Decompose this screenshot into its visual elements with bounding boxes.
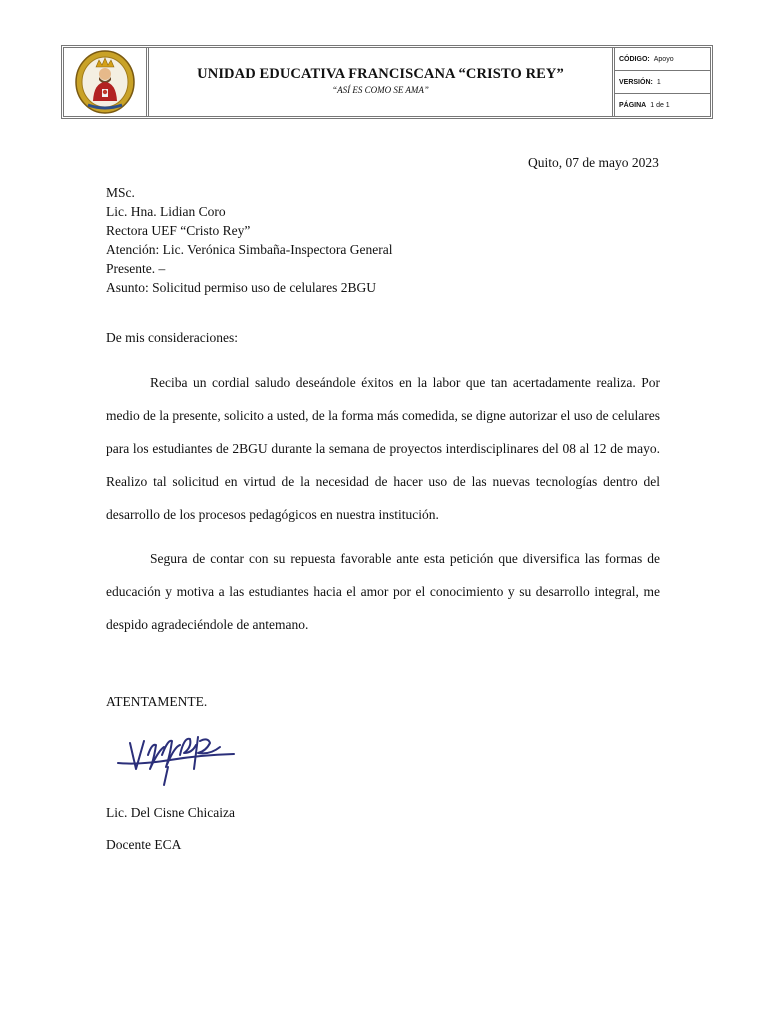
pagina-row [615, 94, 710, 116]
codigo-value: Apoyo [653, 55, 674, 63]
salutation: De mis consideraciones: [106, 330, 238, 345]
codigo-label: CÓDIGO: [619, 55, 650, 63]
pagina-value: 1 de 1 [650, 101, 670, 109]
institution-motto: “ASÍ ES COMO SE AMA” [332, 84, 429, 95]
subject-line: Asunto: Solicitud permiso uso de celulares 2BGU [106, 280, 376, 295]
addressee-line: Rectora UEF “Cristo Rey” [106, 223, 251, 238]
closing: ATENTAMENTE. [106, 694, 208, 709]
document-header [61, 45, 713, 119]
version-row [615, 71, 710, 94]
school-emblem-icon [74, 49, 136, 115]
signer-name: Lic. Del Cisne Chicaiza [106, 805, 235, 820]
version-value: 1 [656, 78, 661, 86]
addressee-line: Atención: Lic. Verónica Simbaña-Inspectora General [106, 242, 393, 257]
version-label: VERSIÓN: [619, 78, 653, 86]
addressee-line: Lic. Hna. Lidian Coro [106, 204, 226, 219]
document-metadata [615, 48, 710, 116]
handwritten-signature [110, 725, 240, 790]
pagina-label: PÁGINA [619, 101, 647, 109]
logo-cell [64, 48, 149, 116]
title-cell [149, 48, 615, 116]
addressee-line: Presente. – [106, 261, 166, 276]
addressee-block [106, 183, 393, 297]
signer-role: Docente ECA [106, 837, 182, 852]
body-paragraph: Reciba un cordial saludo deseándole éxitos en la labor que tan acertadamente realiza. Por medio de la presente, solicito a usted, de la forma más comedida, se digne autorizar el uso de celulares para los estudiantes de 2BGU durante la semana de proyectos interdisciplinares del 08 al 12 de mayo. Realizo tal solicitud en virtud de la necesidad de hacer uso de las nuevas tecnologías dentro del desarrollo de los procesos pedagógicos en nuestra institución. [106, 375, 660, 522]
addressee-line: MSc. [106, 185, 135, 200]
codigo-row [615, 48, 710, 71]
letter-date: Quito, 07 de mayo 2023 [528, 155, 659, 170]
body-paragraph: Segura de contar con su repuesta favorable ante esta petición que diversifica las formas de educación y motiva a las estudiantes hacia el amor por el conocimiento y su desarrollo integral, me despido agradeciéndole de antemano. [106, 551, 660, 632]
institution-name: UNIDAD EDUCATIVA FRANCISCANA “CRISTO REY” [197, 65, 564, 82]
